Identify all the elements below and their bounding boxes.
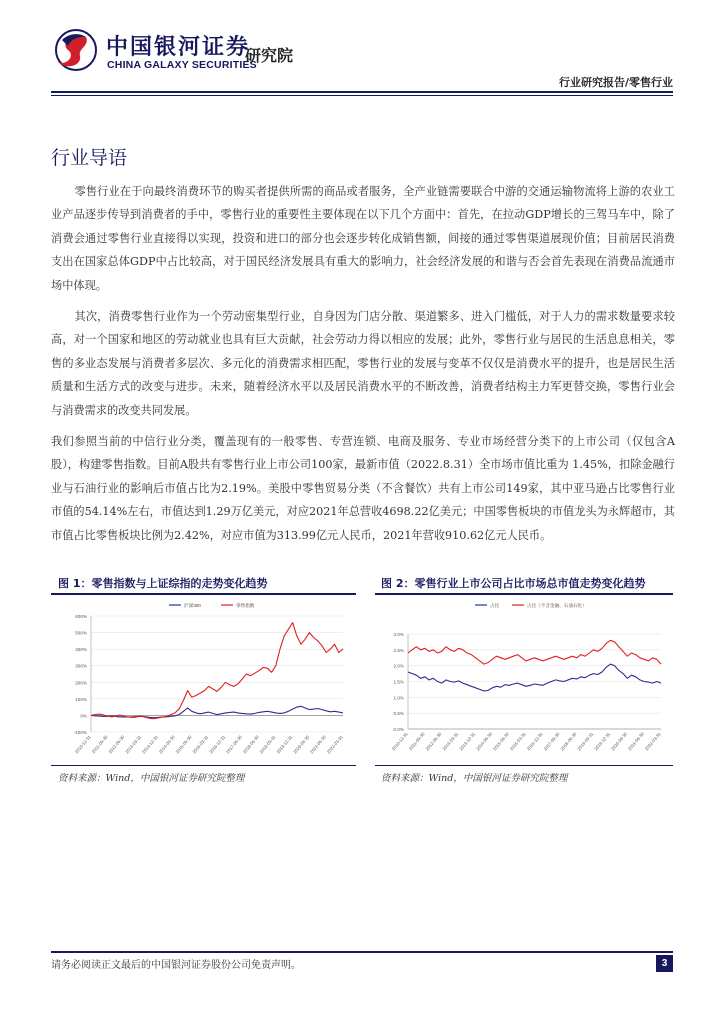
figure-1-rule — [51, 593, 356, 595]
figure-1-bottom-rule — [51, 765, 356, 766]
figure-2-source: 资料来源：Wind，中国银河证券研究院整理 — [381, 773, 568, 784]
legend-label-1: 零售指数 — [236, 603, 255, 608]
y-tick-label: 2.0% — [393, 663, 404, 669]
figure-2-chart — [375, 598, 673, 763]
x-tick-label: 2010-12-31 — [73, 734, 92, 755]
legend-label-1: 占比（不含金融、石油石化） — [527, 603, 587, 608]
x-tick-label: 2017-09-30 — [225, 734, 243, 755]
x-tick-label: 2022-03-31 — [643, 731, 662, 752]
y-tick-label: 600% — [75, 614, 87, 619]
x-tick-label: 2012-06-30 — [424, 731, 443, 752]
x-tick-label: 2022-03-31 — [325, 734, 344, 755]
x-tick-label: 2019-12-31 — [275, 734, 294, 755]
figure-2-rule — [375, 593, 673, 595]
y-tick-label: 100% — [75, 696, 87, 702]
x-tick-label: 2015-06-30 — [174, 734, 193, 755]
series-line-1 — [408, 640, 661, 664]
y-tick-label: 300% — [75, 663, 87, 669]
chart-1-lines — [91, 623, 343, 719]
x-tick-label: 2012-06-30 — [107, 734, 126, 755]
disclaimer: 请务必阅读正文最后的中国银河证券股份公司免责声明。 — [51, 960, 301, 971]
x-tick-label: 2016-12-31 — [208, 734, 227, 755]
report-category: 行业研究报告/零售行业 — [558, 76, 673, 89]
y-tick-label: 0% — [80, 713, 87, 719]
figure-2-title: 图 2：零售行业上市公司占比市场总市值走势变化趋势 — [381, 577, 646, 590]
brand-subtitle: 研究院 — [245, 46, 294, 65]
figure-1-chart — [51, 598, 356, 763]
figure-1-source: 资料来源：Wind，中国银河证券研究院整理 — [58, 773, 245, 784]
series-line-1 — [91, 623, 343, 719]
galaxy-logo — [52, 26, 100, 74]
y-tick-label: 1.5% — [393, 679, 404, 685]
x-tick-label: 2010-12-31 — [390, 731, 409, 752]
brand-name-en: CHINA GALAXY SECURITIES — [107, 59, 257, 71]
x-tick-label: 2021-06-30 — [309, 734, 327, 755]
chart-1-labels — [74, 602, 344, 754]
figure-2-bottom-rule — [375, 765, 673, 766]
y-tick-label: 3.0% — [393, 632, 404, 637]
x-tick-label: 2019-03-31 — [258, 734, 277, 755]
header-divider-thin — [51, 95, 673, 96]
x-tick-label: 2013-03-31 — [124, 734, 143, 755]
x-tick-label: 2013-12-31 — [458, 731, 477, 752]
section-title: 行业导语 — [51, 147, 128, 169]
page-number: 3 — [656, 955, 673, 972]
x-tick-label: 2013-12-31 — [141, 734, 159, 755]
y-tick-label: 200% — [75, 680, 87, 686]
y-tick-label: -100% — [73, 730, 87, 735]
legend-label-0: 沪深300 — [184, 603, 201, 608]
header-divider — [51, 91, 673, 93]
y-tick-label: 400% — [75, 647, 87, 653]
y-tick-label: 0.0% — [393, 727, 404, 732]
paragraph-index: 我们参照当前的中信行业分类，覆盖现有的一般零售、专营连锁、电商及服务、专业市场经营分类下的上市公司（仅包含A股），构建零售指数。目前A股共有零售行业上市公司100家，最新市值（2022.8.31）全市场市值比重为 1.45%，扣除金融行业与石油行业的影响后市值占比为2.19%。美股中零售贸易分类（不含餐饮）共有上市公司149家，其中亚马逊占比零售行业市值的54.14%左右，市值达到1.29万亿美元，对应2021年总营收4698.22亿美元；中国零售板块的市值龙头为永辉超市，其市值占比零售板块比例为2.42%，对应市值为313.99亿元人民币，2021年营收910.62亿元人民币。 — [51, 435, 675, 542]
paragraph-labor: 其次，消费零售行业作为一个劳动密集型行业，自身因为门店分散、渠道繁多、进入门槛低，对于人力的需求数量要求较高，对一个国家和地区的劳动就业也具有巨大贡献，社会劳动力得以相应的发展；此外，零售行业与居民的生活息息相关，零售的多业态发展与消费者多层次、多元化的消费需求相匹配，零售行业的发展与变革不仅仅是消费水平的提升，也是居民生活质量和生活方式的改变与进步。未来，随着经济水平以及居民消费水平的不断改善，消费者结构主力军更替交换，零售行业会与消费需求的改变共同发展。 — [51, 310, 675, 417]
y-tick-label: 500% — [75, 630, 87, 636]
paragraph-intro: 零售行业在于向最终消费环节的购买者提供所需的商品或者服务，全产业链需要联合中游的交通运输物流将上游的农业工业产品逐步传导到消费者的手中，零售行业的重要性主要体现在以下几个方面中：首先，在拉动GDP增长的三驾马车中，除了消费会通过零售行业直接得以实现，投资和进口的部分也会逐步转化成销售额，间接的通过零售渠道展现价值；目前居民消费支出在国家总体GDP中占比较高，对于国民经济发展具有重大的影响力，社会经济发展的和谐与否会首先表现在消费品流通市场中体现。 — [51, 185, 675, 292]
chart-2-grid — [408, 634, 661, 729]
x-tick-label: 2014-09-30 — [475, 731, 494, 752]
x-tick-label: 2011-09-30 — [90, 734, 109, 755]
x-tick-label: 2016-12-31 — [525, 731, 544, 752]
x-tick-label: 2019-12-31 — [593, 731, 612, 752]
footer-divider — [51, 951, 673, 953]
x-tick-label: 2013-03-31 — [441, 731, 460, 752]
figure-1-title: 图 1：零售指数与上证综指的走势变化趋势 — [58, 577, 268, 590]
x-tick-label: 2018-06-30 — [559, 731, 578, 752]
x-tick-label: 2018-06-30 — [241, 734, 260, 755]
x-tick-label: 2016-03-31 — [508, 731, 527, 752]
x-tick-label: 2019-03-31 — [576, 731, 595, 752]
x-tick-label: 2020-09-30 — [292, 734, 311, 755]
x-tick-label: 2011-09-30 — [407, 731, 426, 752]
x-tick-label: 2017-09-30 — [542, 731, 561, 752]
x-tick-label: 2021-06-30 — [626, 731, 645, 752]
x-tick-label: 2016-03-31 — [191, 734, 210, 755]
y-tick-label: 1.0% — [393, 695, 404, 701]
y-tick-label: 0.5% — [393, 711, 404, 717]
y-tick-label: 2.5% — [393, 647, 404, 653]
x-tick-label: 2015-06-30 — [492, 731, 510, 752]
x-tick-label: 2020-09-30 — [610, 731, 629, 752]
series-line-0 — [91, 706, 343, 717]
brand-name-cn: 中国银河证券 — [106, 35, 251, 60]
series-line-0 — [408, 664, 661, 691]
legend-label-0: 占比 — [490, 603, 500, 608]
x-tick-label: 2014-09-30 — [157, 734, 176, 755]
